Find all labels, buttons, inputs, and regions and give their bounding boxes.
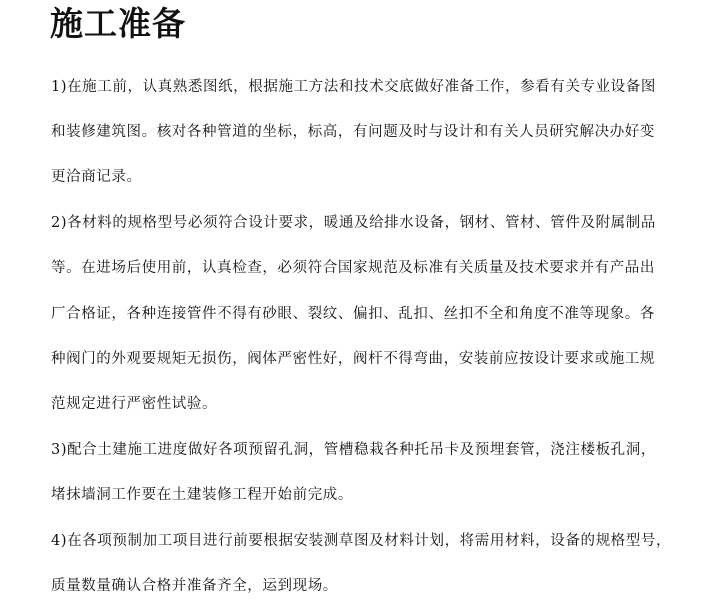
paragraph-line: 厂合格证，各种连接管件不得有砂眼、裂纹、偏扣、乱扣、丝扣不全和角度不准等现象。各 — [51, 306, 655, 322]
paragraph-line: 范规定进行严密性试验。 — [51, 396, 218, 412]
paragraph-line: 更洽商记录。 — [51, 169, 142, 185]
paragraph-line: 2)各材料的规格型号必须符合设计要求，暖通及给排水设备，钢材、管材、管件及附属制品 — [51, 215, 656, 231]
paragraph-line: 1)在施工前，认真熟悉图纸，根据施工方法和技术交底做好准备工作，参看有关专业设备图 — [51, 79, 656, 95]
paragraph-line: 堵抹墙洞工作要在土建装修工程开始前完成。 — [51, 487, 353, 503]
paragraph-line: 4)在各项预制加工项目进行前要根据安装测草图及材料计划，将需用材料，设备的规格型号， — [51, 533, 672, 549]
paragraph-line: 种阀门的外观要规矩无损伤，阀体严密性好，阀杆不得弯曲，安装前应按设计要求或施工规 — [51, 351, 655, 367]
paragraph-line: 3)配合土建施工进度做好各项预留孔洞，管槽稳栽各种托吊卡及预埋套管，浇注楼板孔洞， — [51, 442, 656, 458]
paragraph-line: 和装修建筑图。核对各种管道的坐标，标高，有问题及时与设计和有关人员研究解决办好变 — [51, 124, 655, 140]
paragraph-line: 等。在进场后使用前，认真检查，必须符合国家规范及标准有关质量及技术要求并有产品出 — [51, 260, 655, 276]
page-title: 施工准备 — [50, 4, 186, 43]
paragraph-line: 质量数量确认合格并准备齐全，运到现场。 — [51, 578, 338, 594]
